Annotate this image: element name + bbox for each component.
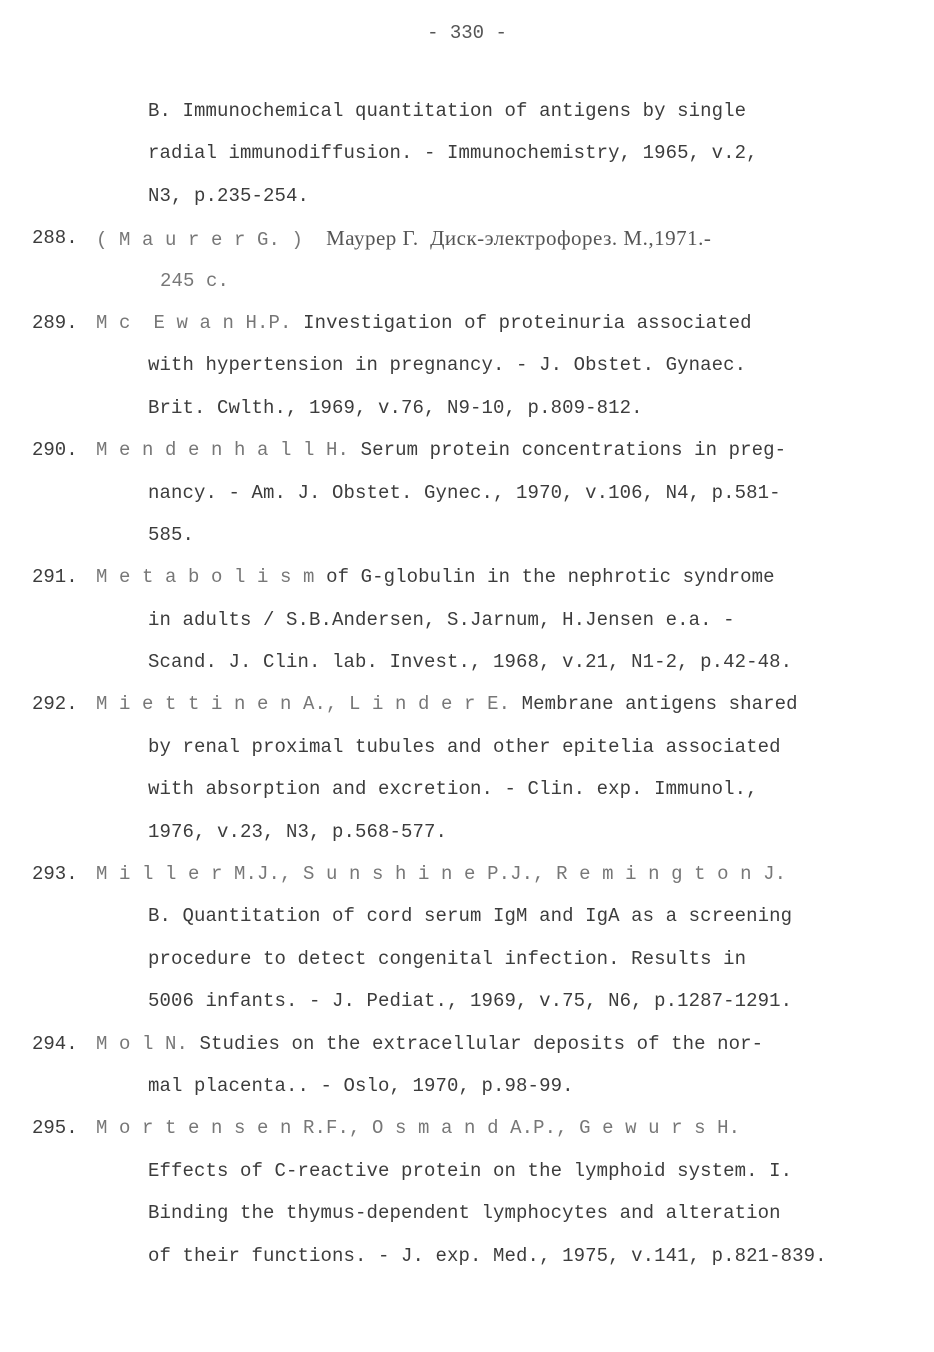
entry-number: 294. xyxy=(32,1032,78,1055)
entry-line: 1976, v.23, N3, p.568-577. xyxy=(148,820,448,843)
entry-line: nancy. - Am. J. Obstet. Gynec., 1970, v.106, N4, p.581- xyxy=(148,481,781,504)
entry-author: M i e t t i n e n A., L i n d e r E. xyxy=(96,693,511,716)
bibliography-entry xyxy=(0,429,934,556)
bibliography-entry xyxy=(0,217,934,302)
entry-line: B. Immunochemical quantitation of antigens by single xyxy=(148,100,747,122)
entry-cyrillic-title: Маурер Г. Диск-электрофорез. М.,1971.- xyxy=(326,226,712,251)
entry-line: 585. xyxy=(148,523,195,546)
entry-line: N3, p.235-254. xyxy=(148,184,310,207)
entry-author: M c E w a n H.P. xyxy=(96,311,292,334)
entry-line: with absorption and excretion. - Clin. exp. Immunol., xyxy=(148,778,758,801)
entry-line: with hypertension in pregnancy. - J. Obstet. Gynaec. xyxy=(148,354,747,377)
entry-line: Effects of C-reactive protein on the lymphoid system. I. xyxy=(148,1159,793,1182)
entry-author: M o r t e n s e n R.F., O s m a n d A.P., G e w u r s H. xyxy=(96,1117,741,1140)
bibliography-entry xyxy=(0,302,934,429)
entry-author: ( M a u r e r G. ) xyxy=(96,229,304,252)
entry-title: Serum protein concentrations in preg- xyxy=(360,439,787,462)
entry-line: in adults / S.B.Andersen, S.Jarnum, H.Jensen e.a. - xyxy=(148,608,735,631)
entry-title: Investigation of proteinuria associated xyxy=(303,311,752,334)
entry-line: of their functions. - J. exp. Med., 1975, v.141, p.821-839. xyxy=(148,1244,827,1267)
entry-number: 289. xyxy=(32,311,78,334)
entry-author: M e n d e n h a l l H. xyxy=(96,439,350,462)
entry-line: Binding the thymus-dependent lymphocytes and alteration xyxy=(148,1202,781,1225)
entry-line: 5006 infants. - J. Pediat., 1969, v.75, N6, p.1287-1291. xyxy=(148,990,793,1013)
page-number: - 330 - xyxy=(427,22,507,44)
entry-line: radial immunodiffusion. - Immunochemistry, 1965, v.2, xyxy=(148,142,758,165)
entry-title: Studies on the extracellular deposits of the nor- xyxy=(199,1032,764,1055)
bibliography-entry xyxy=(0,683,934,853)
entry-line: Brit. Cwlth., 1969, v.76, N9-10, p.809-812. xyxy=(148,396,643,419)
entry-number: 290. xyxy=(32,439,78,462)
entry-number: 295. xyxy=(32,1117,78,1140)
bibliography-entry xyxy=(0,1107,934,1277)
entry-line: by renal proximal tubules and other epitelia associated xyxy=(148,735,781,758)
entry-line: 245 с. xyxy=(160,269,230,292)
bibliography-list xyxy=(0,90,934,1277)
entry-line: B. Quantitation of cord serum IgM and IgA as a screening xyxy=(148,905,793,928)
entry-number: 292. xyxy=(32,693,78,716)
bibliography-entry xyxy=(0,90,934,217)
entry-title: Membrane antigens shared xyxy=(521,693,798,716)
bibliography-entry xyxy=(0,556,934,683)
entry-number: 288. xyxy=(32,227,78,250)
entry-line: procedure to detect congenital infection. Results in xyxy=(148,947,747,970)
entry-author: M o l N. xyxy=(96,1032,189,1055)
entry-line: Scand. J. Clin. lab. Invest., 1968, v.21, N1-2, p.42-48. xyxy=(148,651,793,674)
entry-author: M i l l e r M.J., S u n s h i n e P.J., R e m i n g t o n J. xyxy=(96,863,787,886)
entry-number: 293. xyxy=(32,863,78,886)
entry-line: mal placenta.. - Oslo, 1970, p.98-99. xyxy=(148,1074,574,1097)
entry-title: of G-globulin in the nephrotic syndrome xyxy=(326,566,775,589)
entry-author: M e t a b o l i s m xyxy=(96,566,315,589)
bibliography-entry xyxy=(0,1023,934,1108)
entry-number: 291. xyxy=(32,566,78,589)
bibliography-entry xyxy=(0,853,934,1023)
